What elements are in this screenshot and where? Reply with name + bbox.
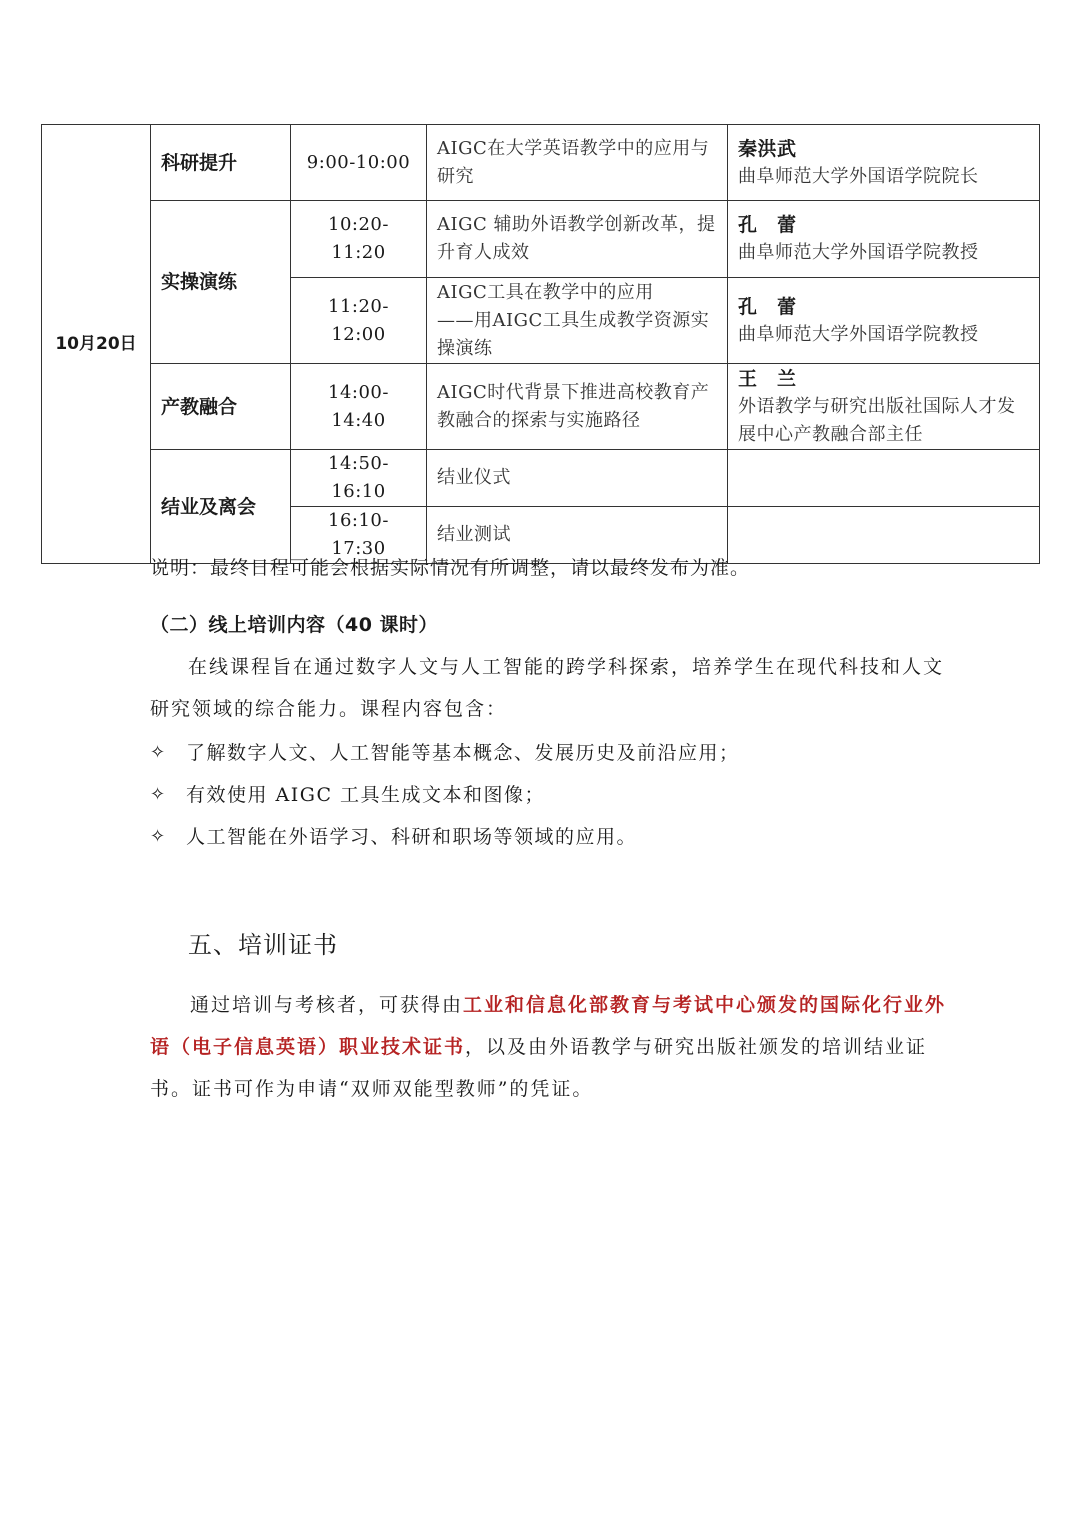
module-cell: 结业及离会 (151, 450, 291, 564)
online-intro-paragraph: 在线课程旨在通过数字人文与人工智能的跨学科探索，培养学生在现代科技和人文研究领域的综合能力。课程内容包含： (150, 656, 945, 720)
certificate-text: 通过培训与考核者，可获得由 (190, 994, 464, 1016)
module-cell: 实操演练 (151, 201, 291, 364)
time-cell: 14:50-16:10 (291, 450, 427, 507)
speaker-cell (728, 450, 1040, 507)
speaker-cell (728, 125, 1040, 201)
diamond-star-icon: ✧ (150, 784, 167, 805)
certificate-text: ，以及由外语教学与研究出版社颁发的培训结业证书。证书可作为申请“双师双能型教师”的凭证。 (150, 1036, 928, 1100)
table-row (42, 364, 1040, 450)
topic-cell: 结业仪式 (427, 450, 728, 507)
date-cell: 10月20日 (42, 125, 151, 564)
list-item-text: 有效使用 AIGC 工具生成文本和图像； (186, 784, 546, 806)
speaker-name: 王 兰 (738, 367, 797, 390)
time-cell: 14:00-14:40 (291, 364, 427, 450)
list-item (150, 732, 740, 774)
table-row (42, 450, 1040, 507)
speaker-cell (728, 507, 1040, 564)
schedule-table (41, 124, 1040, 564)
speaker-title: 曲阜师范大学外国语学院院长 (738, 165, 979, 187)
speaker-name: 秦洪武 (738, 137, 797, 160)
online-training-heading: （二）线上培训内容（40 课时） (150, 614, 439, 636)
speaker-cell (728, 201, 1040, 278)
online-content-list (150, 732, 740, 858)
topic-cell: AIGC 辅助外语教学创新改革，提升育人成效 (427, 201, 728, 278)
topic-cell (427, 278, 728, 364)
certificate-section-heading: 五、培训证书 (188, 931, 338, 959)
time-cell: 11:20-12:00 (291, 278, 427, 364)
diamond-star-icon: ✧ (150, 742, 167, 763)
table-row (42, 125, 1040, 201)
list-item (150, 816, 740, 858)
table-row (42, 201, 1040, 278)
speaker-cell (728, 278, 1040, 364)
module-cell: 科研提升 (151, 125, 291, 201)
time-cell: 9:00-10:00 (291, 125, 427, 201)
speaker-cell (728, 364, 1040, 450)
list-item (150, 774, 740, 816)
topic-line: AIGC工具在教学中的应用 (437, 281, 654, 303)
list-item-text: 人工智能在外语学习、科研和职场等领域的应用。 (186, 826, 638, 848)
certificate-highlight: 工业和信息化部教育与考试中心颁发的国际化行业外语（电子信息英语）职业技术证书 (150, 994, 947, 1058)
time-cell: 16:10-17:30 (291, 507, 427, 564)
speaker-title: 外语教学与研究出版社国际人才发展中心产教融合部主任 (738, 395, 1016, 445)
speaker-name: 孔 蕾 (738, 295, 797, 318)
speaker-title: 曲阜师范大学外国语学院教授 (738, 242, 979, 263)
module-cell: 产教融合 (151, 364, 291, 450)
diamond-star-icon: ✧ (150, 826, 167, 847)
topic-cell: 结业测试 (427, 507, 728, 564)
speaker-title: 曲阜师范大学外国语学院教授 (738, 323, 979, 345)
schedule-note: 说明：最终日程可能会根据实际情况有所调整，请以最终发布为准。 (150, 557, 751, 579)
list-item-text: 了解数字人文、人工智能等基本概念、发展历史及前沿应用； (186, 742, 740, 764)
time-cell: 10:20-11:20 (291, 201, 427, 278)
speaker-name: 孔 蕾 (738, 214, 797, 236)
certificate-paragraph (150, 984, 950, 1110)
topic-cell: AIGC时代背景下推进高校教育产教融合的探索与实施路径 (427, 364, 728, 450)
topic-line: ——用AIGC工具生成教学资源实操演练 (437, 309, 710, 359)
topic-cell: AIGC在大学英语教学中的应用与研究 (427, 125, 728, 201)
